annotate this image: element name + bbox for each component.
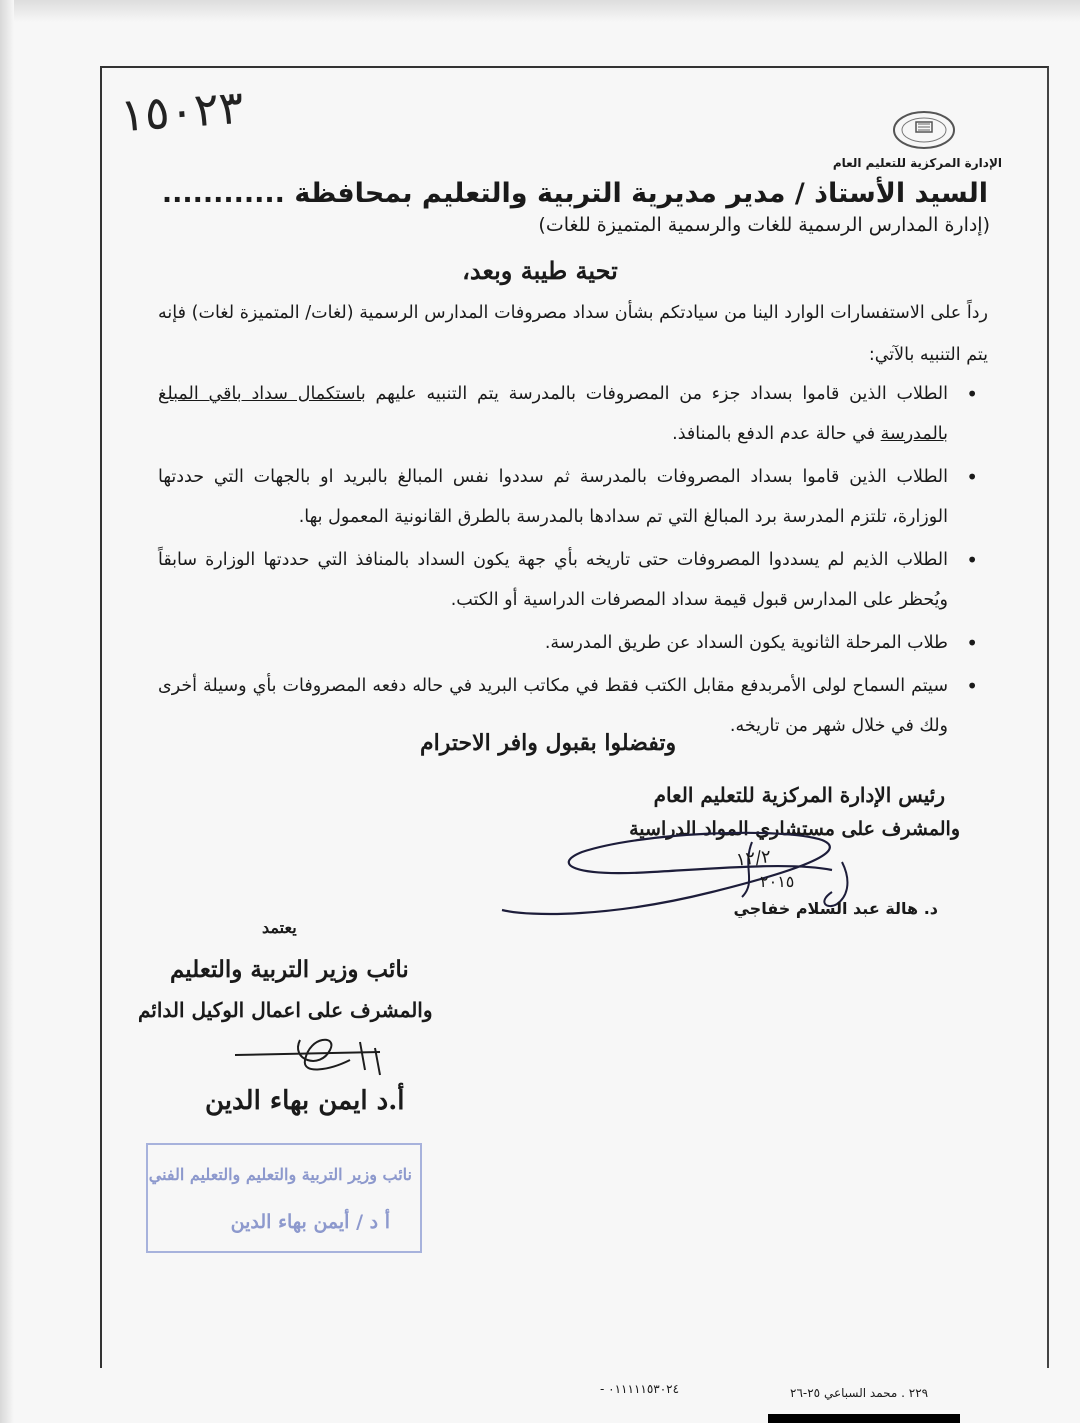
list-item: • الطلاب الذيم لم يسددوا المصروفات حتى تاريخه بأي جهة يكون السداد بالمنافذ التي حددتها الوزارة سابقاً ويُحظر على المدارس قبول قيمة سداد المصرفات الدراسية أو الكتب. (158, 540, 988, 620)
list-item (158, 374, 988, 454)
signatory1-name: د. هالة عبد السلام خفاجي (733, 899, 938, 918)
footer-phone: ٠١١١١١٥٣٠٢٤ - (600, 1382, 680, 1396)
intro-paragraph: رداً على الاستفسارات الوارد الينا من سيادتكم بشأن سداد مصروفات المدارس الرسمية (لغات/ المتميزة لغات) فإنه يتم التنبيه بالآتي: (158, 303, 988, 365)
list-item-text: الطلاب الذين قاموا بسداد جزء من المصروفات بالمدرسة يتم التنبيه عليهم (365, 384, 948, 404)
signatory2-name: أ.د ايمن بهاء الدين (205, 1086, 405, 1116)
stamp-line2: أ د / أيمن بهاء الدين (230, 1211, 390, 1233)
addressee-line: السيد الأستاذ / مدير مديرية التربية والتعليم بمحافظة ............ (161, 178, 988, 209)
organization-name: الإدارة المركزية للتعليم العام (832, 156, 1002, 170)
signatory1-title: رئيس الإدارة المركزية للتعليم العام (653, 783, 945, 807)
signatory2-title: نائب وزير التربية والتعليم (170, 956, 409, 983)
scan-edge-bar (768, 1414, 960, 1423)
scan-shadow-left (0, 0, 14, 1423)
signature1-year: ٢٠١٥ (760, 872, 795, 891)
stamp-line1: نائب وزير التربية والتعليم والتعليم الفني (148, 1165, 412, 1184)
instructions-list (158, 374, 988, 749)
approval-label: يعتمد (262, 918, 297, 937)
list-item: • طلاب المرحلة الثانوية يكون السداد عن طريق المدرسة. (158, 623, 988, 663)
closing-line: وتفضلوا بقبول وافر الاحترام (420, 730, 677, 756)
signature2-icon (230, 1030, 400, 1084)
addressee-department: (إدارة المدارس الرسمية للغات والرسمية المتميزة للغات) (538, 214, 990, 236)
signatory2-subtitle: والمشرف على اعمال الوكيل الدائم (138, 998, 433, 1022)
footer-reference: ٢٢٩ . محمد السباعي ٢٥-٢٦ (790, 1386, 929, 1400)
ministry-logo-icon (892, 110, 956, 150)
list-item: • سيتم السماح لولى الأمربدفع مقابل الكتب فقط في مكاتب البريد في حاله دفعه المصروفات بأي وسيلة أخرى ولك في خلال شهر من تاريخه. (158, 666, 988, 746)
signature1-date: ١٢/٢ (734, 846, 773, 871)
handwritten-reference-number: ١٥٠٢٣ (118, 79, 246, 143)
greeting: تحية طيبة وبعد، (462, 256, 618, 285)
official-stamp (146, 1143, 422, 1253)
list-item-text: في حالة عدم الدفع بالمنافذ. (672, 424, 881, 444)
scan-shadow-top (0, 0, 1080, 22)
list-item-underlined-text: باستكمال سداد باقي المبلغ بالمدرسة (158, 384, 948, 444)
list-item: • الطلاب الذين قاموا بسداد المصروفات بالمدرسة ثم سددوا نفس المبالغ بالبريد او بالجهات التي حددتها الوزارة، تلتزم المدرسة برد المبالغ التي تم سدادها بالمدرسة بالطرق القانونية المعمول بها. (158, 457, 988, 537)
signatory1-subtitle: والمشرف على مستشاري المواد الدراسية (629, 818, 960, 840)
